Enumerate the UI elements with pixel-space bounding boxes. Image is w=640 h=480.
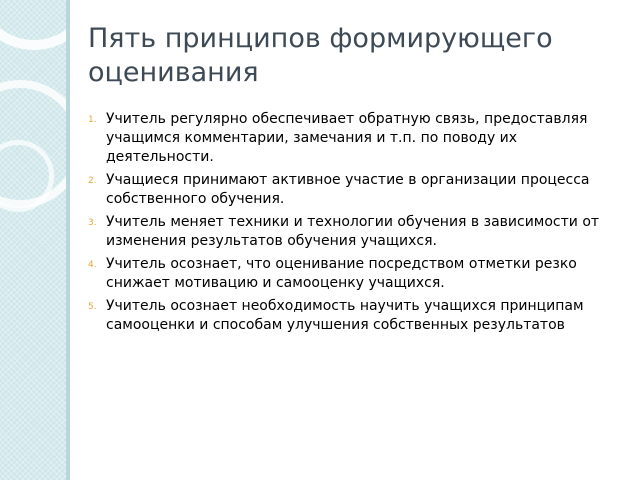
- principles-list: [88, 110, 620, 339]
- decorative-side-band: [0, 0, 68, 480]
- list-item-text: Учащиеся принимают активное участие в организации процесса собственного обучения.: [106, 172, 590, 207]
- list-item-number: 5.: [88, 302, 97, 312]
- slide-title: Пять принципов формирующего оценивания: [88, 23, 553, 88]
- list-item-text: Учитель регулярно обеспечивает обратную связь, предоставляя учащимся комментарии, замечания и т.п. по поводу их деятельности.: [106, 111, 588, 165]
- decorative-ring: [0, 0, 68, 50]
- side-band-edge: [66, 0, 70, 480]
- list-item-number: 3.: [88, 218, 97, 228]
- list-item: [88, 171, 620, 209]
- list-item-number: 1.: [88, 115, 97, 125]
- list-item-number: 2.: [88, 176, 97, 186]
- list-item: [88, 297, 620, 335]
- list-item: [88, 255, 620, 293]
- list-item-text: Учитель осознает необходимость научить учащихся принципам самооценки и способам улучшения собственных результатов: [106, 298, 584, 333]
- list-item-text: Учитель меняет техники и технологии обучения в зависимости от изменения результатов обучения учащихся.: [106, 214, 600, 249]
- list-item-text: Учитель осознает, что оценивание посредством отметки резко снижает мотивацию и самооценку учащихся.: [106, 256, 577, 291]
- list-item: [88, 213, 620, 251]
- list-item: [88, 110, 620, 167]
- list-item-number: 4.: [88, 260, 97, 270]
